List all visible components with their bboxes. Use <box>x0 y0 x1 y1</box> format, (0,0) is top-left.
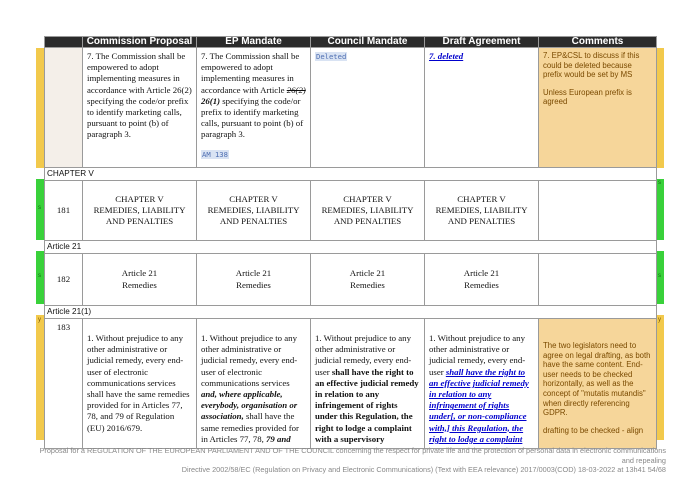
comment-text-1: The two legislators need to agree on legal drafting, as both have the same content. End-user needs to be checked horizontally, as well as the concept of "mutatis mutandis" when directly referencing GDPR. <box>543 341 651 418</box>
cell-line: CHAPTER V <box>229 193 278 204</box>
table-row <box>45 181 657 241</box>
cell-line: Remedies <box>236 279 271 290</box>
section-chapter-label: CHAPTER V <box>45 168 657 181</box>
comment-text-2: Unless European prefix is agreed <box>543 87 632 107</box>
row-num: 181 <box>45 181 83 241</box>
council-deleted-tag: Deleted <box>316 52 347 61</box>
council-cell <box>311 319 425 449</box>
row-num <box>45 319 83 449</box>
cell-line: REMEDIES, LIABILITY <box>207 204 300 215</box>
comparison-table <box>44 36 657 449</box>
comments-cell <box>539 181 657 241</box>
status-bar-right-181 <box>656 179 664 240</box>
ep-cell <box>197 254 311 306</box>
cell-line: CHAPTER V <box>343 193 392 204</box>
section-row <box>45 168 657 181</box>
cell-line: REMEDIES, LIABILITY <box>321 204 414 215</box>
comment-text-2: drafting to be checked - align <box>543 425 644 435</box>
draft-cell <box>425 181 539 241</box>
cell-line: Article 21 <box>121 268 158 279</box>
council-text-a: 1. Without prejudice to any other administrative or judicial remedy, every end-user <box>315 333 412 377</box>
ep-cell <box>197 48 311 168</box>
header-council: Council Mandate <box>311 37 425 48</box>
council-text-b: shall have the right to an effective judicial remedy in relation to any infringement of rights under this Regulation, the right to lodge a complaint with a supervisory <box>315 366 419 444</box>
document-page <box>44 36 656 449</box>
draft-text-added: shall have the right to an effective judicial remedy in relation to any infringement of rights under[, or non-compliance with,] this Regulation, the right to lodge a complaint <box>429 366 529 444</box>
header-ep: EP Mandate <box>197 37 311 48</box>
section-row <box>45 241 657 254</box>
row-num <box>45 48 83 168</box>
header-comments: Comments <box>539 37 657 48</box>
section-article-label: Article 21 <box>45 241 657 254</box>
table-row <box>45 319 657 449</box>
ep-cell <box>197 181 311 241</box>
footer-line-2: Directive 2002/58/EC (Regulation on Privacy and Electronic Communications) (Text with EEA relevance) 2017/0003(COD) 18-03-2022 at 13h41 54/68 <box>181 465 666 475</box>
table-header-row <box>45 37 657 48</box>
header-commission: Commission Proposal <box>83 37 197 48</box>
ep-text-added-2: 79 and <box>266 433 291 444</box>
commission-text: 1. Without prejudice to any other administrative or judicial remedy, every end-user of electronic communications services shall have the same remedies provided for in Articles 77, 78, and 79 of Regulation (EU) 2016/679. <box>87 333 190 433</box>
marker-183-left: y <box>38 317 41 323</box>
draft-cell <box>425 48 539 168</box>
marker-181-right: s <box>658 180 661 186</box>
cell-line: AND PENALTIES <box>219 216 288 227</box>
cell-line: Article 21 <box>349 268 386 279</box>
cell-line: Article 21 <box>235 268 272 279</box>
marker-182-left: s <box>38 273 41 279</box>
ep-text-strike: 26(2) <box>286 84 306 95</box>
status-bar-right-183 <box>656 315 664 440</box>
cell-line: CHAPTER V <box>457 193 506 204</box>
section-article-1-label: Article 21(1) <box>45 306 657 319</box>
ep-text-added: and, where applicable, everybody, organisation or association, <box>201 389 298 422</box>
commission-text: 7. The Commission shall be empowered to adopt implementing measures in accordance with Article 26(2) specifying the code/or prefix to identify marketing calls, pursuant to point (b) of paragraph 3. <box>87 51 192 140</box>
table-row <box>45 254 657 306</box>
cell-line: Remedies <box>350 279 385 290</box>
amendment-tag: AM 138 <box>202 149 228 159</box>
commission-cell <box>83 181 197 241</box>
cell-line: AND PENALTIES <box>447 216 516 227</box>
cell-line: REMEDIES, LIABILITY <box>93 204 186 215</box>
marker-181-left: s <box>38 205 41 211</box>
status-bar-right-top <box>656 48 664 168</box>
comments-cell <box>539 254 657 306</box>
cell-line: Article 21 <box>463 268 500 279</box>
cell-line: Remedies <box>122 279 157 290</box>
council-cell <box>311 181 425 241</box>
footer-line-1: Proposal for a REGULATION OF THE EUROPEAN PARLIAMENT AND OF THE COUNCIL concerning the respect for private life and the protection of personal data in electronic communications and repealing <box>39 446 666 465</box>
draft-cell <box>425 319 539 449</box>
comments-cell <box>539 319 657 449</box>
cell-line: REMEDIES, LIABILITY <box>435 204 528 215</box>
ep-text-a: 7. The Commission shall be empowered to adopt implementing measures in accordance with Article <box>201 51 300 95</box>
cell-line: AND PENALTIES <box>105 216 174 227</box>
ep-text-b: specifying the code/or prefix to identify marketing calls, pursuant to point (b) of paragraph 3. <box>201 95 304 140</box>
cell-line: AND PENALTIES <box>333 216 402 227</box>
ep-cell <box>197 319 311 449</box>
status-bar-left-183 <box>36 315 44 440</box>
marker-183-right: y <box>658 317 661 323</box>
commission-cell <box>83 48 197 168</box>
council-cell <box>311 48 425 168</box>
cell-line: CHAPTER V <box>115 193 164 204</box>
header-draft: Draft Agreement <box>425 37 539 48</box>
draft-cell <box>425 254 539 306</box>
status-bar-left-top <box>36 48 44 168</box>
ep-text-bold: 26(1) <box>201 95 221 106</box>
ep-text-a: 1. Without prejudice to any other administrative or judicial remedy, every end-user of electronic communications services <box>201 333 298 388</box>
row-num: 182 <box>45 254 83 306</box>
comments-cell <box>539 48 657 168</box>
comment-text-1: 7. EP&CSL to discuss if this could be deleted because prefix would be set by MS <box>543 51 640 80</box>
table-row <box>45 48 657 168</box>
council-cell <box>311 254 425 306</box>
page-footer <box>36 446 666 475</box>
cell-line: Remedies <box>464 279 499 290</box>
draft-text: 7. deleted <box>429 51 464 61</box>
section-row <box>45 306 657 319</box>
row-num-text: 183 <box>56 322 71 332</box>
commission-cell <box>83 254 197 306</box>
ep-text-b: shall have the same remedies provided for in Articles 77, 78, <box>201 411 299 444</box>
draft-text-a: 1. Without prejudice to any other administrative or judicial remedy, every end-user <box>429 333 526 377</box>
commission-cell <box>83 319 197 449</box>
header-num <box>45 37 83 48</box>
marker-182-right: s <box>658 273 661 279</box>
